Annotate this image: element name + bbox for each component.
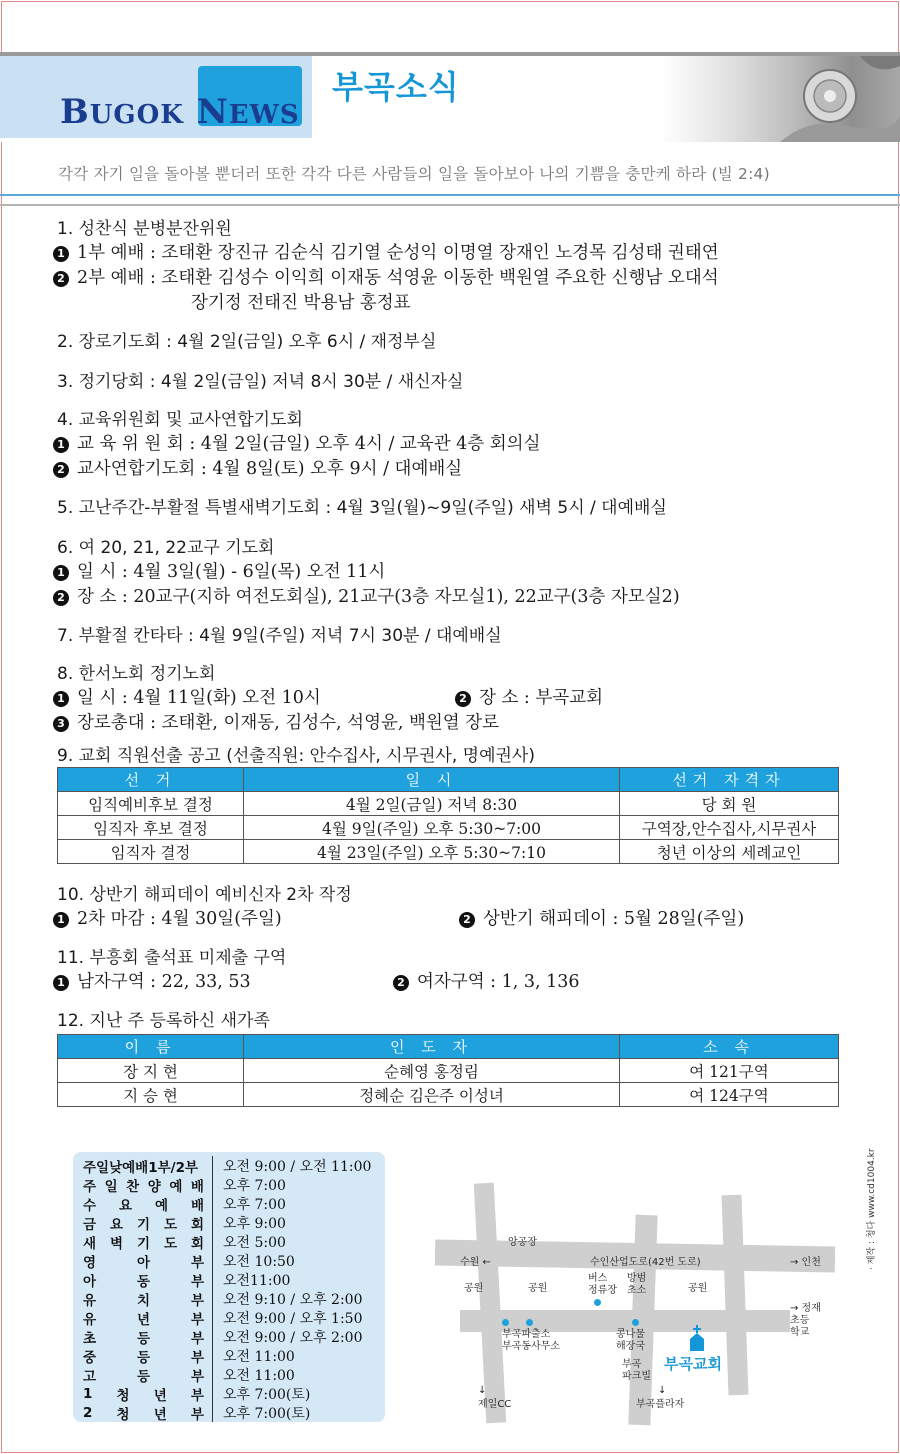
schedule-name: 중 등 부 [83, 1346, 213, 1365]
item-10-line [57, 905, 847, 943]
schedule-row [83, 1251, 375, 1270]
table-row [58, 816, 839, 840]
col-header: 선 거 [58, 768, 244, 792]
item-text: 남자구역 : 22, 33, 53 [77, 972, 251, 992]
bullet-1-icon: 1 [53, 565, 69, 581]
item-text: 장 소 : 20교구(지하 여전도회실), 21교구(3층 자모실1), 22교구(3층 자모실2) [77, 587, 680, 607]
schedule-name: 수 요 예 배 [83, 1194, 213, 1213]
schedule-time: 오후 9:00 [223, 1215, 286, 1232]
schedule-name: 1 청 년 부 [83, 1384, 213, 1403]
schedule-name: 금 요 기 도 회 [83, 1213, 213, 1232]
newcomer-table [57, 1034, 839, 1107]
label-jeongjae-school: → 정재 초등 학교 [790, 1303, 821, 1338]
bus-stop-marker [594, 1299, 601, 1306]
police-marker [502, 1319, 509, 1326]
bullet-1-icon: 1 [53, 975, 69, 991]
bullet-1-icon: 1 [53, 437, 69, 453]
item-8-line-1 [57, 684, 847, 709]
label-jeil-cc: 제일CC [478, 1399, 512, 1410]
item-8-title: 8. 한서노회 정기노회 [57, 664, 216, 684]
right-road [722, 1195, 749, 1396]
verse-rule [0, 204, 900, 206]
header-rule [0, 194, 900, 196]
table-cell: 4월 9일(주일) 오후 5:30~7:00 [244, 816, 620, 840]
label-park-3: 공원 [688, 1283, 708, 1294]
schedule-name: 주일낮예배1부/2부 [83, 1156, 213, 1175]
item-6-line-1 [57, 558, 847, 583]
table-cell: 임직예비후보 결정 [58, 792, 244, 816]
schedule-row [83, 1346, 375, 1365]
table-row [58, 792, 839, 816]
item-5-title: 5. 고난주간-부활절 특별새벽기도회 : 4월 3일(월)~9일(주일) 새벽 5시 / 대예배실 [57, 498, 667, 518]
brand-letter-n: N [196, 92, 229, 132]
schedule-row [83, 1213, 375, 1232]
schedule-name: 새 벽 기 도 회 [83, 1232, 213, 1251]
bullet-2-icon: 2 [53, 462, 69, 478]
item-8-place [459, 684, 603, 709]
item-1-line-3: 장기정 전태진 박용남 홍정표 [191, 293, 411, 313]
table-row [58, 840, 839, 864]
brand-word-news: EWS [228, 100, 300, 130]
label-main-road: 수인산업도로(42번 도로) [590, 1257, 701, 1268]
election-table [57, 767, 839, 864]
table-cell: 임직자 후보 결정 [58, 816, 244, 840]
schedule-name: 고 등 부 [83, 1365, 213, 1384]
table-header-row [58, 1035, 839, 1059]
schedule-time: 오전 11:00 [223, 1348, 295, 1365]
schedule-name: 아 동 부 [83, 1270, 213, 1289]
table-cell: 4월 2일(금일) 저녁 8:30 [244, 792, 620, 816]
schedule-name: 영 아 부 [83, 1251, 213, 1270]
schedule-time: 오전 5:00 [223, 1234, 286, 1251]
section-title: 부곡소식 [332, 68, 460, 106]
schedule-row [83, 1384, 375, 1403]
label-bus-stop: 버스 정류장 [588, 1273, 617, 1296]
schedule-time: 오후 7:00(토) [223, 1405, 311, 1422]
col-header: 이 름 [58, 1035, 244, 1059]
schedule-name: 2 청 년 부 [83, 1403, 213, 1422]
bullet-2-icon: 2 [455, 691, 471, 707]
scripture-verse: 각각 자기 일을 돌아볼 뿐더러 또한 각각 다른 사람들의 일을 돌아보아 나의 기쁨을 충만케 하라 (빌 2:4) [58, 165, 770, 183]
worship-schedule [73, 1152, 385, 1422]
col-header: 일 시 [244, 768, 620, 792]
item-10-title: 10. 상반기 해피데이 예비신자 2차 작정 [57, 885, 352, 905]
map-credit: · 제작 : 청다 www.cd1004.kr [867, 1148, 877, 1270]
item-text: 1부 예배 : 조태환 장진규 김순식 김기열 순성익 이명열 장재인 노경목 김성태 권태연 [77, 243, 719, 263]
schedule-time: 오전 9:00 / 오전 11:00 [223, 1158, 372, 1175]
bullet-3-icon: 3 [53, 716, 69, 732]
item-11-line [57, 968, 847, 1006]
label-church: 부곡교회 [664, 1355, 722, 1373]
item-text: 일 시 : 4월 3일(월) - 6일(목) 오전 11시 [77, 562, 386, 582]
item-text: 2차 마감 : 4월 30일(주일) [77, 909, 282, 929]
item-11-title: 11. 부흥회 출석표 미제출 구역 [57, 948, 287, 968]
item-2-title: 2. 장로기도회 : 4월 2일(금일) 오후 6시 / 재정부실 [57, 332, 437, 352]
brand-letter: B [60, 92, 90, 132]
item-text: 교사연합기도회 : 4월 8일(토) 오후 9시 / 대예배실 [77, 459, 463, 479]
office-marker [526, 1319, 533, 1326]
item-11-part-2 [397, 968, 580, 993]
schedule-row [83, 1327, 375, 1346]
item-7-title: 7. 부활절 칸타타 : 4월 9일(주일) 저녁 7시 30분 / 대예배실 [57, 626, 502, 646]
bullet-1-icon: 1 [53, 912, 69, 928]
schedule-name: 유 년 부 [83, 1308, 213, 1327]
table-cell: 장 지 현 [58, 1059, 244, 1083]
schedule-row [83, 1365, 375, 1384]
bullet-2-icon: 2 [53, 271, 69, 287]
item-1-line-2 [57, 264, 847, 289]
schedule-time: 오전11:00 [223, 1272, 291, 1289]
bullet-2-icon: 2 [53, 590, 69, 606]
item-6-line-2 [57, 583, 847, 621]
table-cell: 여 124구역 [620, 1083, 839, 1107]
item-text: 상반기 해피데이 : 5월 28일(주일) [483, 909, 745, 929]
table-cell: 당 회 원 [620, 792, 839, 816]
item-4-line-1 [57, 430, 847, 455]
item-1-line-1 [57, 239, 847, 264]
schedule-row [83, 1308, 375, 1327]
col-header: 인 도 자 [244, 1035, 620, 1059]
item-text: 교 육 위 원 회 : 4월 2일(금일) 오후 4시 / 교육관 4층 회의실 [77, 434, 541, 454]
schedule-time: 오전 9:10 / 오후 2:00 [223, 1291, 363, 1308]
location-map [420, 1175, 860, 1425]
schedule-row [83, 1156, 375, 1175]
schedule-time: 오후 7:00(토) [223, 1386, 311, 1403]
table-cell: 순혜영 홍정림 [244, 1059, 620, 1083]
schedule-name: 유 치 부 [83, 1289, 213, 1308]
table-cell: 지 승 현 [58, 1083, 244, 1107]
item-6-title: 6. 여 20, 21, 22교구 기도회 [57, 538, 275, 558]
schedule-time: 오전 9:00 / 오후 1:50 [223, 1310, 363, 1327]
label-incheon: → 인천 [790, 1257, 821, 1268]
table-header-row [58, 768, 839, 792]
item-4-line-2 [57, 455, 847, 493]
restaurant-marker [632, 1319, 639, 1326]
item-4-title: 4. 교육위원회 및 교사연합기도회 [57, 410, 303, 430]
schedule-row [83, 1194, 375, 1213]
item-9-title: 9. 교회 직원선출 공고 (선출직원: 안수집사, 시무권사, 명예권사) [57, 746, 535, 766]
label-parkvil: 부곡 파크빌 [622, 1359, 651, 1382]
item-10-part-2 [463, 905, 744, 930]
table-cell: 여 121구역 [620, 1059, 839, 1083]
schedule-time: 오전 9:00 / 오후 2:00 [223, 1329, 363, 1346]
table-cell: 4월 23일(주일) 오후 5:30~7:10 [244, 840, 620, 864]
label-park-1: 공원 [464, 1283, 484, 1294]
bullet-1-icon: 1 [53, 246, 69, 262]
schedule-row [83, 1289, 375, 1308]
table-row [58, 1083, 839, 1107]
item-8-line-3 [57, 709, 847, 741]
bullet-1-icon: 1 [53, 691, 69, 707]
bullet-2-icon: 2 [459, 912, 475, 928]
col-header: 선거 자격자 [620, 768, 839, 792]
arrow-down-jeil: ↓ [478, 1385, 487, 1396]
brand-word: UGOK [89, 100, 184, 130]
schedule-time: 오후 7:00 [223, 1177, 286, 1194]
label-plaza: 부곡플라자 [636, 1399, 685, 1410]
header [0, 56, 900, 142]
schedule-name: 초 등 부 [83, 1327, 213, 1346]
schedule-name: 주 일 찬 양 예 배 [83, 1175, 213, 1194]
table-cell: 청년 이상의 세례교인 [620, 840, 839, 864]
schedule-time: 오후 7:00 [223, 1196, 286, 1213]
label-restaurant: 콩나물 해장국 [616, 1329, 645, 1352]
item-text: 장 소 : 부곡교회 [479, 688, 604, 708]
label-factory: 앙공장 [508, 1237, 537, 1248]
arrow-down-plaza: ↓ [658, 1385, 667, 1396]
schedule-time: 오전 11:00 [223, 1367, 295, 1384]
schedule-time: 오전 10:50 [223, 1253, 295, 1270]
item-text: 일 시 : 4월 11일(화) 오전 10시 [77, 688, 321, 708]
col-header: 소 속 [620, 1035, 839, 1059]
label-police-office: 부곡파출소 부곡동사무소 [502, 1329, 560, 1352]
item-1-title: 1. 성찬식 분병분잔위원 [57, 219, 232, 239]
schedule-row [83, 1270, 375, 1289]
table-cell: 정혜순 김은주 이성녀 [244, 1083, 620, 1107]
church-icon [686, 1325, 708, 1351]
schedule-row [83, 1232, 375, 1251]
schedule-row [83, 1403, 375, 1422]
table-cell: 구역장,안수집사,시무권사 [620, 816, 839, 840]
header-photo [660, 56, 900, 142]
news-content [57, 214, 847, 1107]
item-12-title: 12. 지난 주 등록하신 새가족 [57, 1011, 270, 1031]
brand-box [0, 56, 312, 138]
item-text: 장로총대 : 조태환, 이재동, 김성수, 석영윤, 백원열 장로 [77, 713, 500, 733]
schedule-row [83, 1175, 375, 1194]
label-suwon: 수원 ← [460, 1257, 491, 1268]
table-row [58, 1059, 839, 1083]
brand-logo [60, 92, 300, 132]
item-text: 여자구역 : 1, 3, 136 [417, 972, 580, 992]
item-text: 2부 예배 : 조태환 김성수 이익희 이재동 석영윤 이동한 백원열 주요한 신행남 오대석 [77, 268, 719, 288]
bullet-2-icon: 2 [393, 975, 409, 991]
item-3-title: 3. 정기당회 : 4월 2일(금일) 저녁 8시 30분 / 새신자실 [57, 372, 464, 392]
label-park-2: 공원 [528, 1283, 548, 1294]
label-police-box: 방범 초소 [627, 1273, 647, 1296]
table-cell: 임직자 결정 [58, 840, 244, 864]
